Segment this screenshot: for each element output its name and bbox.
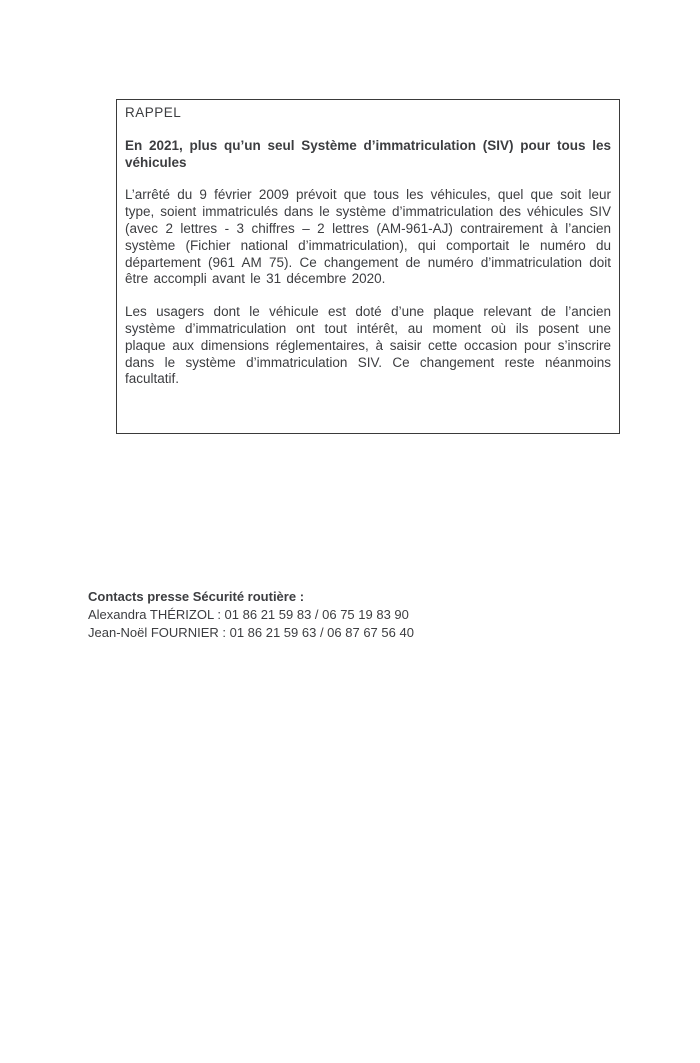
rappel-label: RAPPEL bbox=[125, 105, 182, 120]
rappel-paragraph-1: L’arrêté du 9 février 2009 prévoit que tous les véhicules, quel que soit leur type, soient immatriculés dans le système d’immatriculation des véhicules SIV (avec 2 lettres - 3 chiffres – 2 lettres (AM-961-AJ) contrairement à l’ancien système (Fichier national d’immatriculation), qui comportait le numéro du département (961 AM 75). Ce changement de numéro d’immatriculation doit être accompli avant le 31 décembre 2020. bbox=[125, 187, 611, 287]
rappel-paragraph-2: Les usagers dont le véhicule est doté d’une plaque relevant de l’ancien système d’immatriculation ont tout intérêt, au moment où ils posent une plaque aux dimensions réglementaires, à saisir cette occasion pour s’inscrire dans le système d’immatriculation SIV. Ce changement reste néanmoins facultatif. bbox=[125, 304, 611, 387]
rappel-box bbox=[116, 99, 620, 434]
contact-line-jean-noel-fournier: Jean-Noël FOURNIER : 01 86 21 59 63 / 06 87 67 56 40 bbox=[88, 625, 414, 640]
rappel-title: En 2021, plus qu’un seul Système d’immatriculation (SIV) pour tous les véhicules bbox=[125, 137, 611, 170]
press-contacts-block bbox=[88, 588, 568, 642]
contact-line-alexandra-therizol: Alexandra THÉRIZOL : 01 86 21 59 83 / 06 75 19 83 90 bbox=[88, 607, 409, 622]
contacts-heading: Contacts presse Sécurité routière : bbox=[88, 589, 305, 604]
